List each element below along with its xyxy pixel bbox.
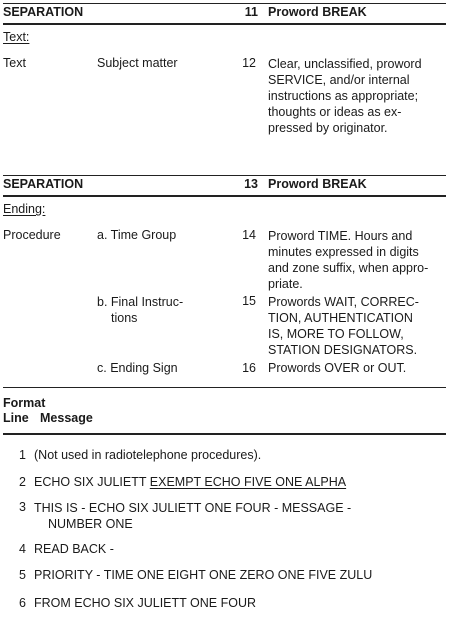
message-text (34, 500, 351, 532)
desc-line: priate. (268, 277, 303, 291)
row-description (268, 56, 448, 136)
group-label-ending: Ending: (3, 202, 46, 216)
item-line: tions (111, 311, 138, 325)
divider (3, 175, 446, 176)
message-text-line: NUMBER ONE (48, 517, 133, 531)
header-line: Line (3, 411, 29, 425)
desc-line: Clear, unclassified, proword (268, 57, 422, 71)
message-line-number: 6 (19, 596, 26, 610)
desc-prefix: Proword (268, 5, 319, 19)
row-col1: Text (3, 56, 26, 70)
message-line-number: 2 (19, 475, 26, 489)
message-text (34, 475, 346, 489)
header-line: Format (3, 396, 46, 410)
message-text: READ BACK - (34, 542, 114, 556)
desc-line: IS, MORE TO FOLLOW, (268, 327, 404, 341)
line-number: 15 (242, 294, 256, 308)
message-text-plain: ECHO SIX JULIETT (34, 475, 150, 489)
item-label: a. Time Group (97, 228, 177, 242)
divider (3, 433, 446, 435)
desc-bold: BREAK (322, 5, 367, 19)
message-text: FROM ECHO SIX JULIETT ONE FOUR (34, 596, 257, 610)
divider (3, 387, 446, 388)
message-line-number: 4 (19, 542, 26, 556)
row-col2: Subject matter (97, 56, 178, 70)
line-number: 11 (244, 5, 258, 19)
line-number: 13 (244, 177, 258, 191)
line-number: 12 (242, 56, 256, 70)
message-text: PRIORITY - TIME ONE EIGHT ONE ZERO ONE FIVE ZULU (34, 568, 373, 582)
desc-line: thoughts or ideas as ex- (268, 105, 402, 119)
row-description (268, 294, 448, 358)
item-line: b. Final Instruc- (97, 295, 184, 309)
desc-line: instructions as appropriate; (268, 89, 419, 103)
message-line-number: 5 (19, 568, 26, 582)
line-number: 14 (242, 228, 256, 242)
message-line-number: 3 (19, 500, 26, 514)
message-line-number: 1 (19, 448, 26, 462)
separation-label: SEPARATION (3, 177, 84, 191)
message-text-line: THIS IS - ECHO SIX JULIETT ONE FOUR - MESSAGE - (34, 501, 352, 515)
desc-line: STATION DESIGNATORS. (268, 343, 418, 357)
desc-line: and zone suffix, when appro- (268, 261, 429, 275)
desc-line: pressed by originator. (268, 121, 388, 135)
separation-label: SEPARATION (3, 5, 84, 19)
desc-bold: BREAK (322, 177, 367, 191)
row-description: Prowords OVER or OUT. (268, 361, 407, 375)
message-header: Message (40, 411, 93, 425)
proword-break (268, 5, 367, 19)
divider (3, 3, 446, 4)
desc-line: Proword TIME. Hours and (268, 229, 413, 243)
row-description (268, 228, 448, 292)
item-label (97, 294, 237, 326)
desc-line: SERVICE, and/or internal (268, 73, 410, 87)
row-col1: Procedure (3, 228, 61, 242)
line-number: 16 (242, 361, 256, 375)
divider (3, 195, 446, 197)
desc-line: minutes expressed in digits (268, 245, 419, 259)
message-text-underlined: EXEMPT ECHO FIVE ONE ALPHA (149, 475, 347, 489)
desc-line: TION, AUTHENTICATION (268, 311, 413, 325)
desc-prefix: Proword (268, 177, 319, 191)
group-label-text: Text: (3, 30, 30, 44)
message-text: (Not used in radiotelephone procedures). (34, 448, 262, 462)
divider (3, 23, 446, 25)
item-label: c. Ending Sign (97, 361, 178, 375)
desc-line: Prowords WAIT, CORREC- (268, 295, 419, 309)
proword-break (268, 177, 367, 191)
